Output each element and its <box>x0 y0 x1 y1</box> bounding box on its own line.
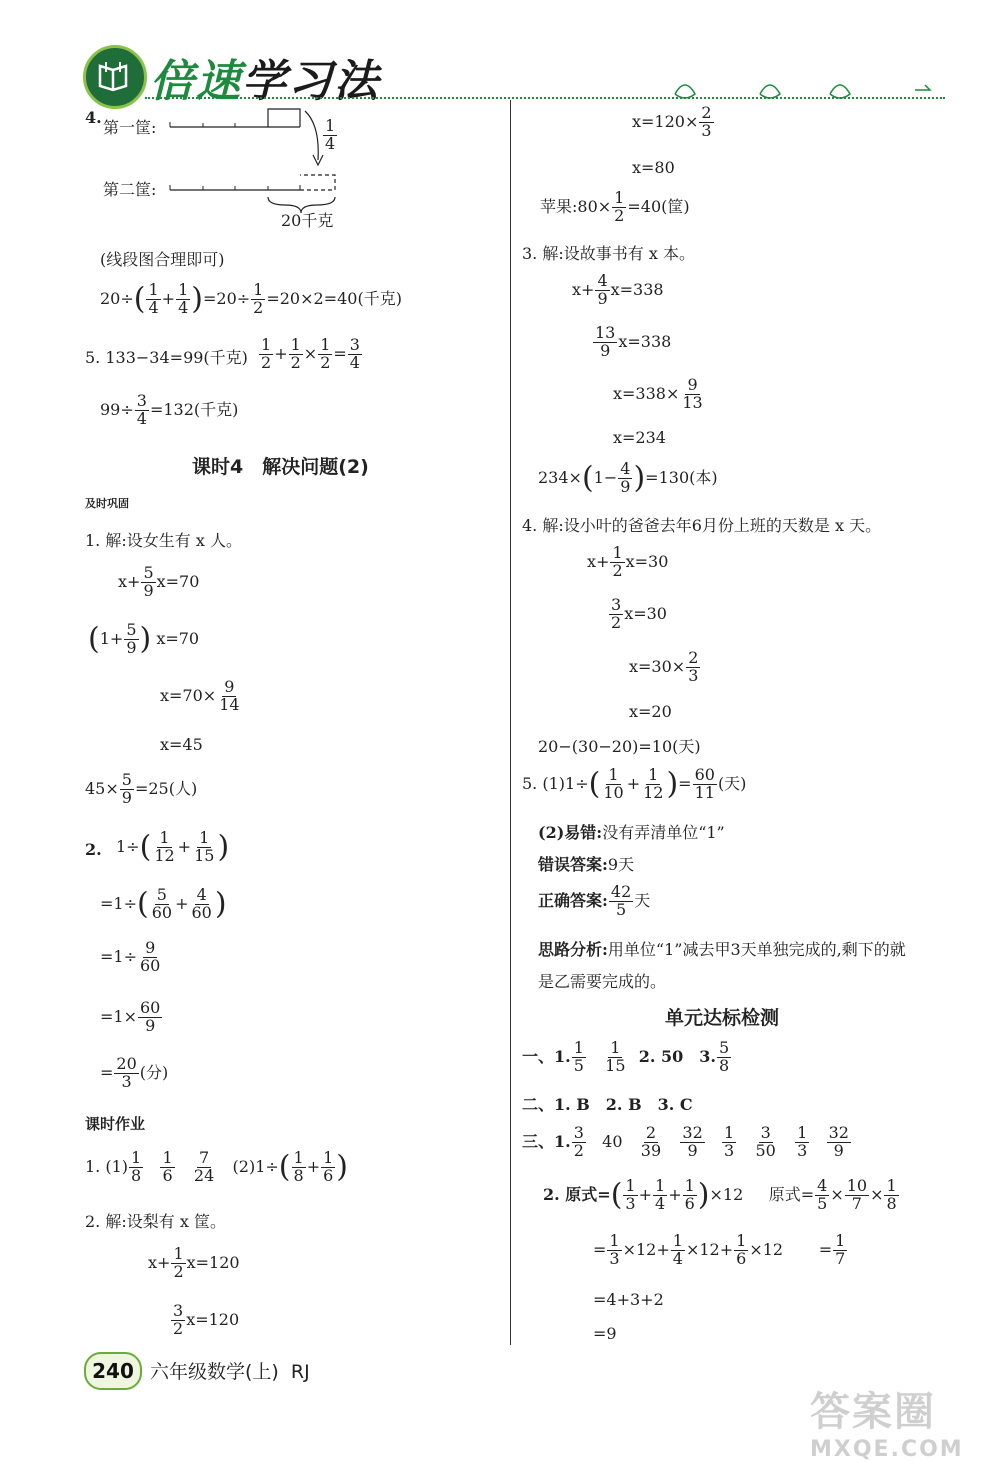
page-number-badge: 240 <box>84 1352 142 1390</box>
q4r-step2: $\frac{3}{2}$ x=30 <box>611 595 667 632</box>
h2-intro: 2. 解:设梨有 x 筐。 <box>85 1212 226 1231</box>
r-step3: 苹果:80× $\frac{1}{2}$ =40(筐) <box>540 188 690 225</box>
q3-step4: x=234 <box>613 428 666 447</box>
r-step2: x=80 <box>632 158 675 177</box>
h2-step1: x+ $\frac{1}{2}$ x=120 <box>148 1244 240 1281</box>
q4-weight-label: 20千克 <box>281 211 334 230</box>
watermark: 答案圈 MXQE.COM <box>810 1389 964 1462</box>
q3-step2: $\frac{13}{9}$ x=338 <box>595 323 672 360</box>
p2-step4: =1× $\frac{60}{9}$ <box>100 998 161 1035</box>
r-step1: x=120× $\frac{2}{3}$ <box>632 103 712 140</box>
q4r-intro: 4. 解:设小叶的爸爸去年6月份上班的天数是 x 天。 <box>522 516 882 535</box>
p1-step1: x+ $\frac{5}{9}$ x=70 <box>118 563 200 600</box>
p1-step4: x=45 <box>160 735 203 754</box>
p2-step3: =1÷ $\frac{9}{60}$ <box>100 938 161 975</box>
h1-answers: 1. (1) $\frac{1}{8}$ $\frac{1}{6}$ $\frac{7}{24}$ (2)1÷( $\frac{1}{8}$ + $\frac{1}{6}$ ) <box>85 1148 349 1185</box>
q4-equation: 20÷( $\frac{1}{4}$ + $\frac{1}{4}$ )=20÷ $\frac{1}{2}$ =20×2=40(千克) <box>100 280 402 317</box>
header-title-part2: 学习法 <box>242 56 380 107</box>
p2-number: 2. <box>85 840 102 859</box>
q4-fraction-label: $\frac{1}{4}$ <box>325 116 336 153</box>
consolidation-heading: 及时巩固 <box>85 497 129 510</box>
unit-part3-q2-step: = $\frac{1}{3}$ ×12+ $\frac{1}{4}$ ×12+ $\frac{1}{6}$ ×12 = $\frac{1}{7}$ <box>593 1231 846 1268</box>
q5r-step1: 5. (1)1÷( $\frac{1}{10}$ + $\frac{1}{12}$ )= $\frac{60}{11}$ (天) <box>522 765 747 802</box>
q4r-step4: x=20 <box>629 702 672 721</box>
p2-step2: =1÷( $\frac{5}{60}$ + $\frac{4}{60}$ ) <box>100 885 227 922</box>
q4r-step3: x=30× $\frac{2}{3}$ <box>629 648 699 685</box>
q5-line2: 99÷ $\frac{3}{4}$ =132(千克) <box>100 391 239 428</box>
p1-step2: (1+ $\frac{5}{9}$ ) x=70 <box>88 620 200 657</box>
q5-line1: 5. 133−34=99(千克) <box>85 348 248 367</box>
header-title-part1: 倍速 <box>150 56 242 107</box>
analysis-line1: 思路分析:用单位“1”减去甲3天单独完成的,剩下的就 <box>538 940 906 959</box>
p1-step3: x=70× $\frac{9}{14}$ <box>160 677 240 714</box>
h2-step2: $\frac{3}{2}$ x=120 <box>173 1301 240 1338</box>
unit-part2: 二、1. B 2. B 3. C <box>522 1095 693 1114</box>
unit-part3-q2-result: =9 <box>593 1324 617 1343</box>
q4-number: 4. <box>85 108 102 127</box>
wrong-answer: 错误答案:9天 <box>538 855 635 874</box>
decorative-swirl-icon <box>665 72 945 102</box>
q4r-step1: x+ $\frac{1}{2}$ x=30 <box>587 543 669 580</box>
unit-part1: 一、1. $\frac{1}{5}$ $\frac{1}{15}$ 2. 50 3. $\frac{5}{8}$ <box>522 1038 730 1075</box>
p2-step1: 1÷( $\frac{1}{12}$ + $\frac{1}{15}$ ) <box>116 828 230 865</box>
p1-step5: 45× $\frac{5}{9}$ =25(人) <box>85 770 198 807</box>
homework-heading: 课时作业 <box>85 1115 146 1133</box>
q3-step5: 234×(1− $\frac{4}{9}$ )=130(本) <box>538 459 718 496</box>
book-logo-icon <box>83 45 147 109</box>
q3-step1: x+ $\frac{4}{9}$ x=338 <box>572 271 664 308</box>
unit-part3-q2: 2. 原式=( $\frac{1}{3}$ + $\frac{1}{4}$ + $\frac{1}{6}$ )×12 原式= $\frac{4}{5}$ × $\frac{10}{7}$ × $\frac{1}{8}$ <box>543 1176 897 1213</box>
q4-basket2-label: 第二筐: <box>103 180 157 199</box>
q5r-step2: (2)易错:没有弄清单位“1” <box>538 823 725 842</box>
unit-part3-q2-sum: =4+3+2 <box>593 1290 664 1309</box>
q4r-step5: 20−(30−20)=10(天) <box>538 737 701 756</box>
unit-test-title: 单元达标检测 <box>665 1007 780 1029</box>
analysis-line2: 是乙需要完成的。 <box>538 972 667 991</box>
footer-book-title: 六年级数学(上) RJ <box>150 1361 310 1383</box>
q4-basket1-label: 第一筐: <box>103 118 157 137</box>
q3-step3: x=338× $\frac{9}{13}$ <box>613 375 703 412</box>
lesson-title: 课时4 解决问题(2) <box>192 456 369 478</box>
column-divider <box>510 100 511 1345</box>
p2-step5: = $\frac{20}{3}$ (分) <box>100 1054 169 1091</box>
header-title <box>150 45 380 109</box>
correct-answer: 正确答案: $\frac{42}{5}$ 天 <box>538 882 651 919</box>
p1-intro: 1. 解:设女生有 x 人。 <box>85 531 242 550</box>
q5-equation: $\frac{1}{2}$ + $\frac{1}{2}$ × $\frac{1}{2}$ = $\frac{3}{4}$ <box>261 335 360 372</box>
unit-part3: 三、1. $\frac{3}{2}$ 40 $\frac{2}{39}$ $\frac{32}{9}$ $\frac{1}{3}$ $\frac{3}{50}$ $\frac{1}{3}$ $\frac{32}{9}$ <box>522 1123 849 1160</box>
q3-intro: 3. 解:设故事书有 x 本。 <box>522 244 695 263</box>
q4-note: (线段图合理即可) <box>100 250 225 269</box>
